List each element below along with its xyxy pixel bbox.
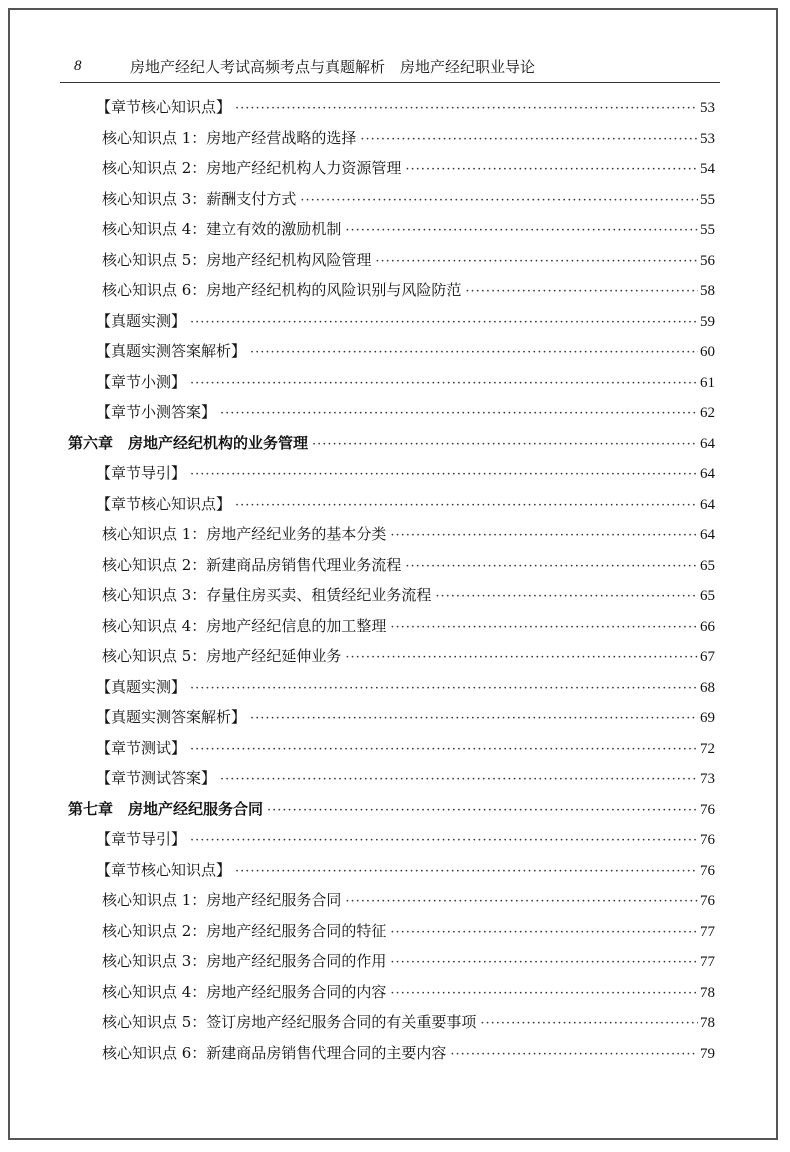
toc-entry-page: 64 (700, 527, 715, 543)
toc-entry-section (96, 371, 715, 395)
header-page-number: 8 (74, 58, 82, 74)
toc-entry-point (102, 188, 715, 212)
toc-leader-dots (235, 498, 698, 513)
toc-entry-label: 核心知识点 3：房地产经纪服务合同的作用 (102, 952, 387, 970)
toc-entry-point (102, 218, 715, 242)
toc-entry-label: 核心知识点 4：房地产经纪信息的加工整理 (102, 616, 387, 635)
toc-entry-page: 64 (700, 496, 715, 513)
toc-leader-dots (405, 559, 698, 574)
toc-entry-page: 60 (700, 344, 715, 360)
toc-entry-page: 55 (700, 191, 715, 208)
toc-entry-page: 76 (700, 893, 715, 909)
toc-entry-page: 67 (700, 649, 715, 665)
header-title: 房地产经纪人考试高频考点与真题解析 房地产经纪职业导论 (130, 58, 536, 76)
toc-entry-label: 核心知识点 5：房地产经纪机构风险管理 (102, 250, 372, 269)
toc-entry-chapter (68, 798, 715, 822)
toc-leader-dots (312, 437, 698, 452)
toc-entry-label: 核心知识点 5：房地产经纪延伸业务 (102, 647, 342, 665)
toc-leader-dots (405, 162, 698, 177)
toc-entry-label: 【章节小测答案】 (96, 403, 217, 421)
toc-entry-page: 77 (700, 954, 715, 970)
toc-entry-label: 核心知识点 4：建立有效的激励机制 (102, 220, 342, 238)
toc-entry-label: 核心知识点 1：房地产经营战略的选择 (102, 128, 357, 147)
toc-entry-page: 53 (700, 100, 715, 116)
toc-leader-dots (190, 742, 698, 757)
toc-entry-page: 66 (700, 618, 715, 635)
toc-leader-dots (345, 894, 698, 909)
toc-leader-dots (220, 406, 698, 421)
toc-entry-page: 76 (700, 862, 715, 879)
toc-leader-dots (345, 650, 698, 665)
toc-entry-point (102, 889, 715, 913)
toc-leader-dots (190, 681, 698, 696)
toc-entry-label: 【真题实测】 (96, 677, 187, 696)
toc-entry-page: 55 (700, 222, 715, 238)
toc-entry-page: 65 (700, 588, 715, 604)
toc-entry-page: 73 (700, 771, 715, 787)
toc-entry-section (96, 401, 715, 425)
toc-entry-page: 65 (700, 557, 715, 574)
toc-entry-label: 核心知识点 2：新建商品房销售代理业务流程 (102, 555, 402, 574)
toc-leader-dots (390, 925, 698, 940)
toc-leader-dots (345, 223, 698, 238)
toc-entry-point (102, 1042, 715, 1066)
toc-entry-label: 【章节小测】 (96, 372, 187, 391)
toc-leader-dots (250, 345, 698, 360)
toc-entry-label: 【真题实测答案解析】 (96, 342, 247, 360)
toc-entry-page: 61 (700, 374, 715, 391)
toc-entry-point (102, 645, 715, 669)
toc-entry-label: 核心知识点 1：房地产经纪业务的基本分类 (102, 525, 387, 543)
toc-leader-dots (190, 315, 698, 330)
toc-leader-dots (390, 955, 698, 970)
toc-entry-point (102, 554, 715, 578)
toc-entry-label: 【章节核心知识点】 (96, 860, 232, 879)
toc-entry-point (102, 920, 715, 944)
toc-entry-point (102, 523, 715, 547)
toc-entry-page: 58 (700, 283, 715, 299)
toc-leader-dots (190, 467, 698, 482)
toc-entry-label: 核心知识点 2：房地产经纪机构人力资源管理 (102, 159, 402, 177)
toc-entry-label: 核心知识点 4：房地产经纪服务合同的内容 (102, 982, 387, 1001)
toc-entry-page: 54 (700, 161, 715, 177)
toc-entry-section (96, 706, 715, 730)
toc-entry-page: 69 (700, 710, 715, 726)
toc-entry-page: 68 (700, 679, 715, 696)
toc-entry-section (96, 737, 715, 761)
toc-entry-label: 【章节测试答案】 (96, 769, 217, 787)
toc-entry-page: 79 (700, 1045, 715, 1062)
toc-entry-label: 核心知识点 6：新建商品房销售代理合同的主要内容 (102, 1043, 447, 1062)
toc-entry-label: 核心知识点 3：薪酬支付方式 (102, 189, 297, 208)
toc-entry-label: 第六章 房地产经纪机构的业务管理 (68, 433, 309, 452)
toc-entry-chapter (68, 432, 715, 456)
toc-entry-section (96, 462, 715, 486)
toc-entry-point (102, 127, 715, 151)
toc-leader-dots (190, 376, 698, 391)
toc-leader-dots (435, 589, 698, 604)
toc-entry-page: 64 (700, 435, 715, 452)
toc-entry-page: 77 (700, 923, 715, 940)
toc-leader-dots (390, 986, 698, 1001)
toc-leader-dots (360, 132, 698, 147)
toc-entry-section (96, 340, 715, 364)
toc-entry-page: 56 (700, 252, 715, 269)
toc-entry-point (102, 157, 715, 181)
toc-entry-point (102, 1011, 715, 1035)
toc-leader-dots (465, 284, 698, 299)
toc-leader-dots (390, 528, 698, 543)
toc-entry-point (102, 981, 715, 1005)
toc-entry-label: 【真题实测】 (96, 311, 187, 330)
toc-entry-label: 【章节导引】 (96, 464, 187, 482)
toc-entry-page: 59 (700, 313, 715, 330)
toc-entry-label: 【章节导引】 (96, 830, 187, 848)
toc-entry-label: 核心知识点 2：房地产经纪服务合同的特征 (102, 921, 387, 940)
toc-entry-label: 核心知识点 1：房地产经纪服务合同 (102, 891, 342, 909)
toc-leader-dots (267, 803, 698, 818)
toc-entry-page: 53 (700, 130, 715, 147)
toc-leader-dots (220, 772, 698, 787)
toc-entry-point (102, 584, 715, 608)
toc-leader-dots (480, 1016, 698, 1031)
toc-entry-page: 76 (700, 832, 715, 848)
toc-leader-dots (250, 711, 698, 726)
toc-entry-section (96, 96, 715, 120)
toc-entry-section (96, 493, 715, 517)
toc-entry-section (96, 859, 715, 883)
toc-entry-label: 第七章 房地产经纪服务合同 (68, 799, 264, 818)
toc-entry-section (96, 676, 715, 700)
toc-entry-point (102, 950, 715, 974)
toc-entry-point (102, 279, 715, 303)
toc-leader-dots (450, 1047, 698, 1062)
toc-entry-page: 78 (700, 984, 715, 1001)
toc-leader-dots (375, 254, 698, 269)
toc-entry-label: 【章节核心知识点】 (96, 98, 232, 116)
toc-entry-page: 76 (700, 801, 715, 818)
toc-entry-section (96, 828, 715, 852)
toc-leader-dots (390, 620, 698, 635)
toc-entry-section (96, 310, 715, 334)
toc-leader-dots (190, 833, 698, 848)
toc-entry-label: 【章节核心知识点】 (96, 494, 232, 513)
toc-entry-label: 核心知识点 3：存量住房买卖、租赁经纪业务流程 (102, 586, 432, 604)
toc-entry-label: 【真题实测答案解析】 (96, 708, 247, 726)
toc-leader-dots (300, 193, 698, 208)
toc-entry-page: 62 (700, 405, 715, 421)
toc-entry-label: 【章节测试】 (96, 738, 187, 757)
toc-entry-label: 核心知识点 5：签订房地产经纪服务合同的有关重要事项 (102, 1013, 477, 1031)
toc-entry-page: 64 (700, 466, 715, 482)
toc-leader-dots (235, 101, 698, 116)
toc-entry-point (102, 615, 715, 639)
running-header (60, 50, 720, 83)
toc-entry-section (96, 767, 715, 791)
toc-entry-point (102, 249, 715, 273)
toc-entry-label: 核心知识点 6：房地产经纪机构的风险识别与风险防范 (102, 281, 462, 299)
toc-entry-page: 78 (700, 1015, 715, 1031)
toc-entry-page: 72 (700, 740, 715, 757)
toc-leader-dots (235, 864, 698, 879)
